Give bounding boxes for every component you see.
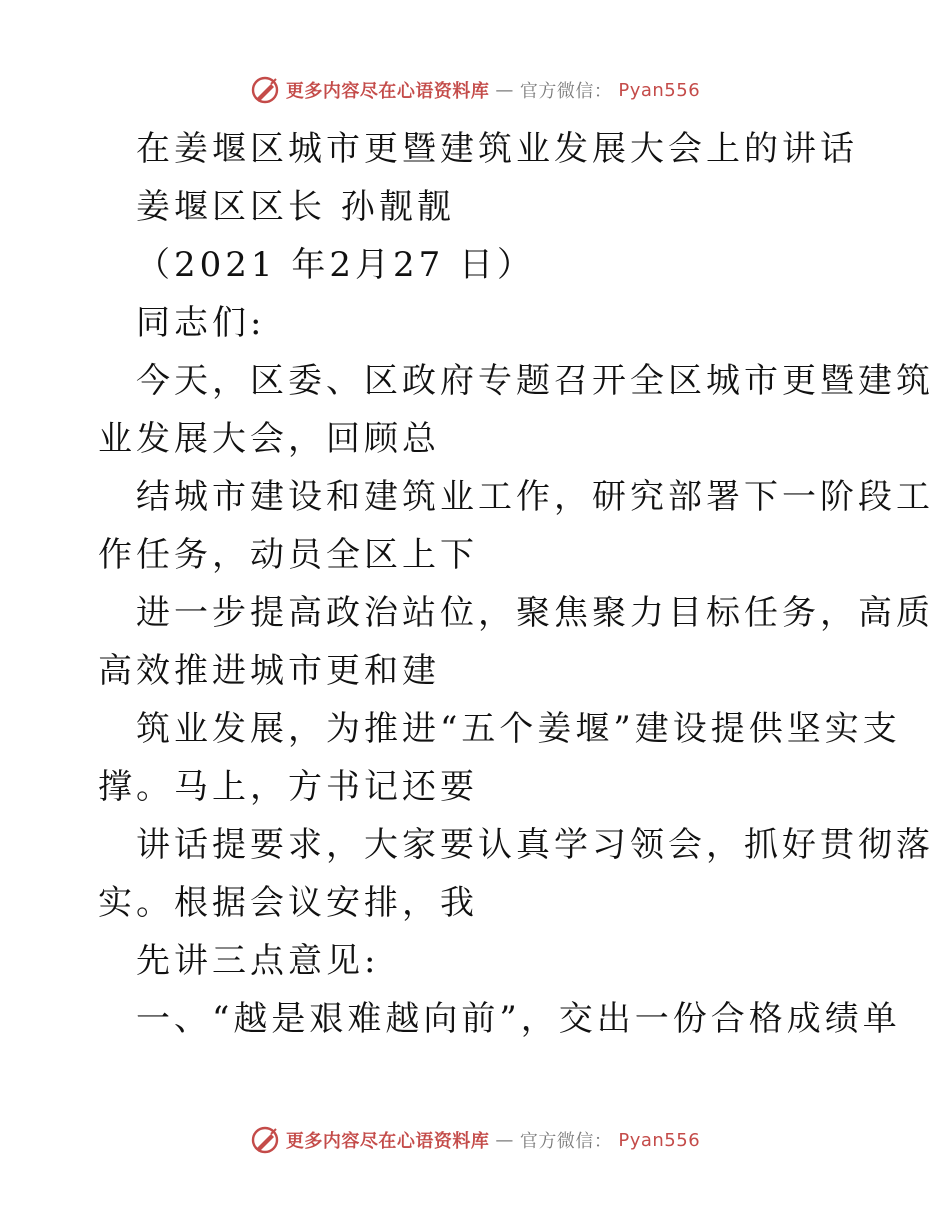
watermark-wechat-id: Pyan556 bbox=[618, 1129, 701, 1151]
watermark-separator: — bbox=[495, 79, 514, 101]
watermark-separator: — bbox=[495, 1129, 514, 1151]
watermark-wechat-label: 官方微信： bbox=[519, 1131, 613, 1152]
paragraph-line: 讲话提要求，大家要认真学习领会，抓好贯彻落 bbox=[136, 825, 934, 865]
document-body bbox=[98, 120, 934, 1048]
watermark-text: 更多内容尽在心语资料库 bbox=[285, 1131, 490, 1152]
salutation: 同志们: bbox=[136, 303, 266, 343]
document-title: 在姜堰区城市更暨建筑业发展大会上的讲话 bbox=[136, 129, 858, 169]
header-watermark bbox=[0, 70, 950, 110]
paragraph-line: 撑。马上，方书记还要 bbox=[98, 767, 478, 807]
pen-in-circle-icon bbox=[250, 75, 280, 105]
paragraph-line: 先讲三点意见: bbox=[136, 941, 380, 981]
paragraph-line: 结城市建设和建筑业工作，研究部署下一阶段工 bbox=[136, 477, 934, 517]
paragraph-line: 高效推进城市更和建 bbox=[98, 651, 440, 691]
paragraph-line: 筑业发展，为推进“五个姜堰”建设提供坚实支 bbox=[136, 709, 901, 749]
document-author: 姜堰区区长 孙靓靓 bbox=[136, 187, 455, 227]
document-date: （2021 年2月27 日） bbox=[136, 245, 536, 285]
footer-watermark bbox=[0, 1120, 950, 1160]
watermark-wechat-label: 官方微信： bbox=[519, 81, 613, 102]
paragraph-line: 业发展大会，回顾总 bbox=[98, 419, 440, 459]
paragraph-line: 实。根据会议安排，我 bbox=[98, 883, 478, 923]
paragraph-line: 作任务，动员全区上下 bbox=[98, 535, 478, 575]
watermark-text: 更多内容尽在心语资料库 bbox=[285, 81, 490, 102]
section-heading: 一、“越是艰难越向前”，交出一份合格成绩单 bbox=[136, 999, 901, 1039]
watermark-wechat-id: Pyan556 bbox=[618, 79, 701, 101]
paragraph-line: 今天，区委、区政府专题召开全区城市更暨建筑 bbox=[136, 361, 934, 401]
paragraph-line: 进一步提高政治站位，聚焦聚力目标任务，高质 bbox=[136, 593, 934, 633]
pen-in-circle-icon bbox=[250, 1125, 280, 1155]
